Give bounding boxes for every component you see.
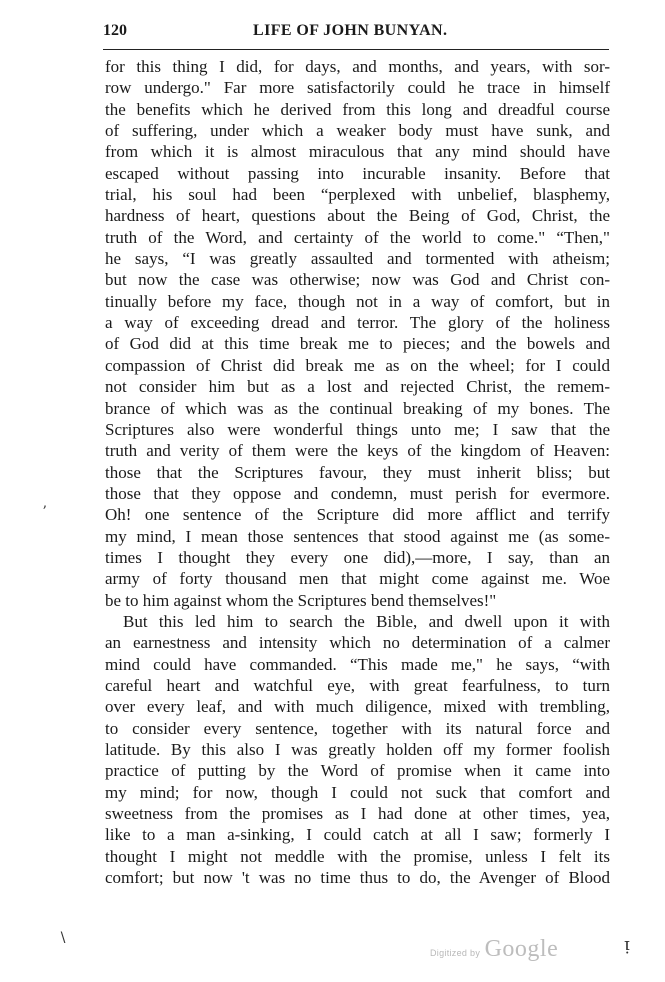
page-number: 120 (103, 22, 127, 39)
text-line: for this thing I did, for days, and months, and years, with sor- (105, 57, 610, 76)
stray-mark: ∖ (58, 930, 67, 946)
text-line: comfort; but now 't was no time thus to do, the Avenger of Blood (105, 868, 610, 888)
text-line: a way of exceeding dread and terror. The glory of the holiness (105, 313, 610, 333)
text-line: but now the case was otherwise; now was God and Christ con- (105, 270, 610, 290)
body-text (105, 56, 610, 888)
text-line: times I thought they every one did),—more, I say, than an (105, 547, 610, 567)
page-header (103, 22, 609, 44)
text-line: Scriptures also were wonderful things unto me; I saw that the (105, 419, 610, 439)
text-line: not consider him but as a lost and rejected Christ, the remem- (105, 377, 610, 397)
text-line: Oh! one sentence of the Scripture did more afflict and terrify (105, 505, 610, 525)
text-line: row undergo." Far more satisfactorily could he trace in himself (105, 78, 610, 98)
running-title: LIFE OF JOHN BUNYAN. (253, 22, 448, 39)
text-line: from which it is almost miraculous that any mind should have (105, 142, 610, 162)
text-line: compassion of Christ did break me as on the wheel; for I could (105, 355, 610, 375)
header-rule (103, 49, 609, 50)
stray-mark: ʼ (42, 504, 47, 520)
watermark-logo: Google (484, 936, 559, 962)
digitization-watermark (430, 936, 558, 963)
watermark-prefix: Digitized by (430, 948, 481, 958)
text-line: be to him against whom the Scriptures bend themselves!" (105, 590, 497, 610)
text-line: of suffering, under which a weaker body must have sunk, and (105, 121, 610, 141)
text-line: latitude. By this also I was greatly holden off my former foolish (105, 740, 610, 759)
text-line: trial, his soul had been “perplexed with unbelief, blasphemy, (105, 185, 610, 205)
text-line: thought I might not meddle with the promise, unless I felt its (105, 846, 610, 866)
text-line: tinually before my face, though not in a way of comfort, but in (105, 291, 610, 311)
text-line: hardness of heart, questions about the Being of God, Christ, the (105, 206, 610, 226)
text-line: over every leaf, and with much diligence, mixed with trembling, (105, 697, 610, 717)
text-line: those that the Scriptures favour, they must inherit bliss; but (105, 462, 610, 482)
text-line: escaped without passing into incurable insanity. Before that (105, 163, 610, 183)
text-line: to consider every sentence, together with its natural force and (105, 718, 610, 738)
text-line: practice of putting by the Word of promise when it came into (105, 761, 610, 781)
text-line: mind could have commanded. “This made me," he says, “with (105, 654, 610, 674)
text-line: my mind; for now, though I could not suck that comfort and (105, 782, 610, 802)
text-line: like to a man a-sinking, I could catch at all I saw; formerly I (105, 825, 610, 845)
text-line: the benefits which he derived from this long and dreadful course (105, 99, 610, 119)
text-line: those that they oppose and condemn, must perish for evermore. (105, 483, 610, 503)
stray-mark: ᴉ (624, 934, 630, 955)
text-line: army of forty thousand men that might come against me. Woe (105, 569, 610, 589)
text-line: truth of the Word, and certainty of the world to come." “Then," (105, 227, 610, 247)
text-line: my mind, I mean those sentences that stood against me (as some- (105, 526, 610, 546)
text-line: brance of which was as the continual breaking of my bones. The (105, 398, 610, 418)
text-line: careful heart and watchful eye, with great fearfulness, to turn (105, 675, 610, 695)
text-line: of God did at this time break me to pieces; and the bowels and (105, 334, 610, 354)
text-line: But this led him to search the Bible, and dwell upon it with (123, 611, 610, 631)
text-line: sweetness from the promises as I had done at other times, yea, (105, 804, 610, 824)
text-line: he says, “I was greatly assaulted and tormented with atheism; (105, 249, 610, 269)
text-line: an earnestness and intensity which no determination of a calmer (105, 633, 610, 653)
text-line: truth and verity of them were the keys of the kingdom of Heaven: (105, 441, 610, 461)
